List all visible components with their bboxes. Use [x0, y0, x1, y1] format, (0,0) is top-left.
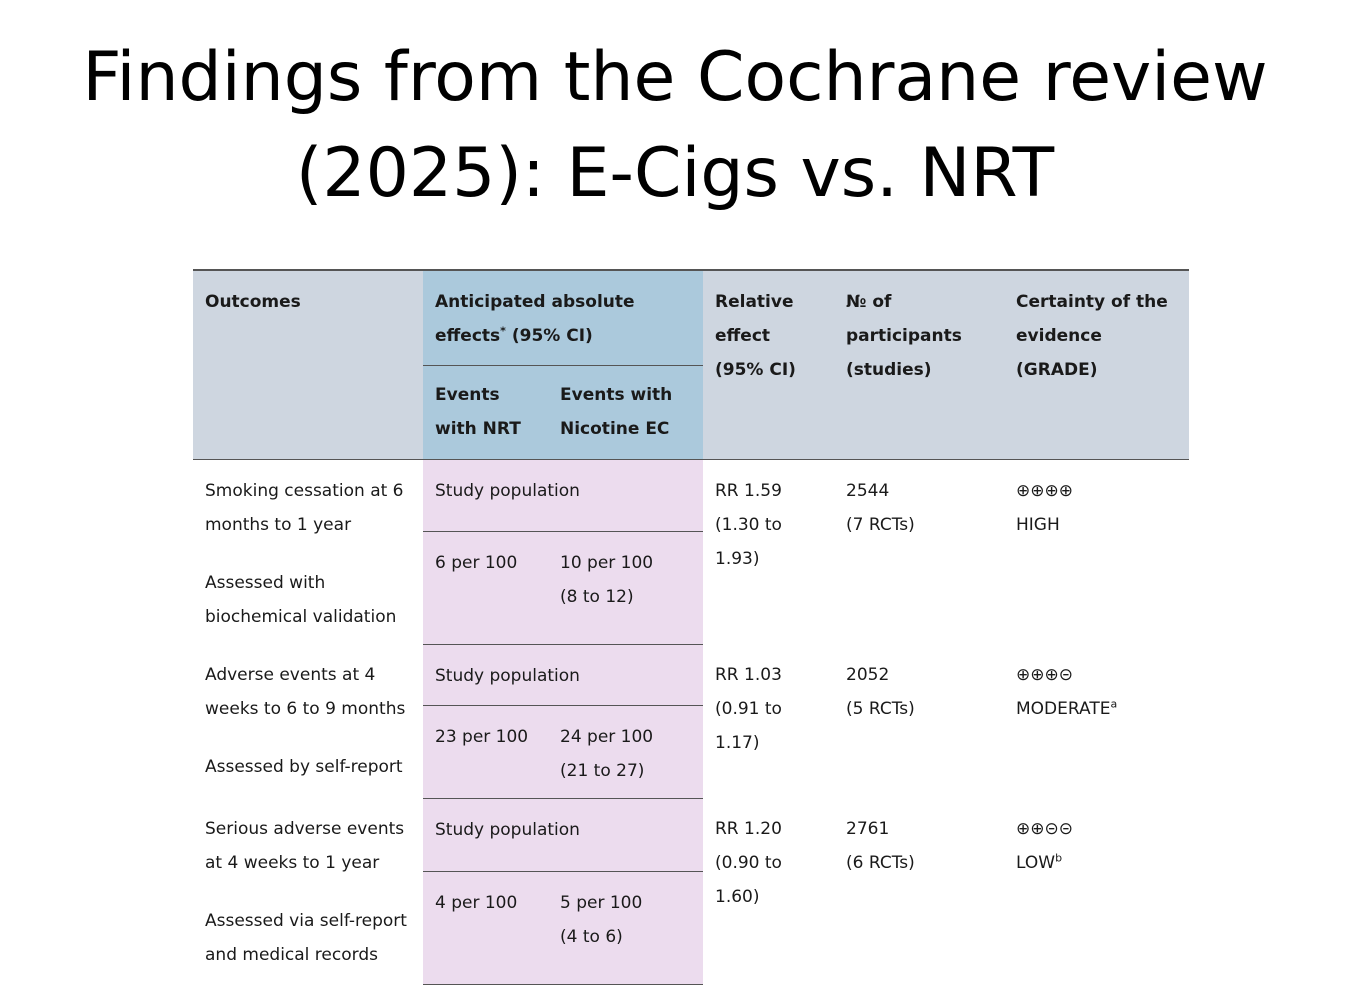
slide-title-line-2: (2025): E-Cigs vs. NRT	[295, 134, 1055, 213]
outcome-cell: Adverse events at 4 weeks to 6 to 9 months Assessed by self-report	[205, 665, 406, 777]
relative-effect-cell: RR 1.03 (0.91 to 1.17)	[715, 665, 782, 753]
events-nrt-cell: 23 per 100	[423, 705, 548, 798]
slide-title	[0, 30, 1350, 222]
participants-cell: 2761 (6 RCTs)	[846, 819, 915, 873]
header-certainty: Certainty of the evidence (GRADE)	[1004, 270, 1189, 459]
header-events-ec: Events with Nicotine EC	[548, 365, 703, 459]
certainty-label: MODERATE	[1016, 699, 1111, 719]
slide-title-line-1: Findings from the Cochrane review	[82, 38, 1268, 117]
events-ec-cell: 5 per 100 (4 to 6)	[548, 871, 703, 984]
events-ec-cell: 10 per 100 (8 to 12)	[548, 531, 703, 644]
table-row	[193, 644, 1189, 705]
participants-cell: 2052 (5 RCTs)	[846, 665, 915, 719]
summary-of-findings-table	[193, 269, 1189, 985]
relative-effect-cell: RR 1.20 (0.90 to 1.60)	[715, 819, 782, 907]
footnote-star: *	[500, 324, 506, 338]
table-header	[193, 270, 1189, 459]
header-relative-effect: Relative effect (95% CI)	[703, 270, 834, 459]
certainty-symbols: ⊕⊕⊕⊕	[1016, 480, 1073, 501]
certainty-label: LOW	[1016, 853, 1056, 873]
certainty-cell	[1004, 459, 1189, 644]
outcome-cell: Smoking cessation at 6 months to 1 year Assessed with biochemical validation	[205, 480, 404, 627]
events-nrt-cell: 4 per 100	[423, 871, 548, 984]
certainty-label: HIGH	[1016, 514, 1060, 535]
table-row	[193, 798, 1189, 871]
header-events-nrt: Events with NRT	[423, 365, 548, 459]
certainty-symbols: ⊕⊕⊝⊝	[1016, 819, 1073, 839]
certainty-footnote: a	[1110, 697, 1118, 711]
events-ec-cell: 24 per 100 (21 to 27)	[548, 705, 703, 798]
certainty-footnote: b	[1055, 851, 1063, 865]
header-participants: № of participants (studies)	[834, 270, 1004, 459]
header-anticipated-effects: Anticipated absolute effects* (95% CI)	[423, 270, 703, 365]
study-population-cell: Study population	[423, 459, 703, 531]
events-nrt-cell: 6 per 100	[423, 531, 548, 644]
table-body	[193, 459, 1189, 984]
certainty-cell	[1004, 644, 1189, 798]
certainty-symbols: ⊕⊕⊕⊝	[1016, 665, 1073, 685]
relative-effect-cell: RR 1.59 (1.30 to 1.93)	[715, 480, 782, 569]
table-row	[193, 459, 1189, 531]
participants-cell: 2544 (7 RCTs)	[846, 480, 915, 535]
outcome-cell: Serious adverse events at 4 weeks to 1 year Assessed via self-report and medical records	[205, 819, 407, 965]
study-population-cell: Study population	[423, 798, 703, 871]
certainty-cell	[1004, 798, 1189, 984]
study-population-cell: Study population	[423, 644, 703, 705]
header-outcomes: Outcomes	[193, 270, 423, 459]
